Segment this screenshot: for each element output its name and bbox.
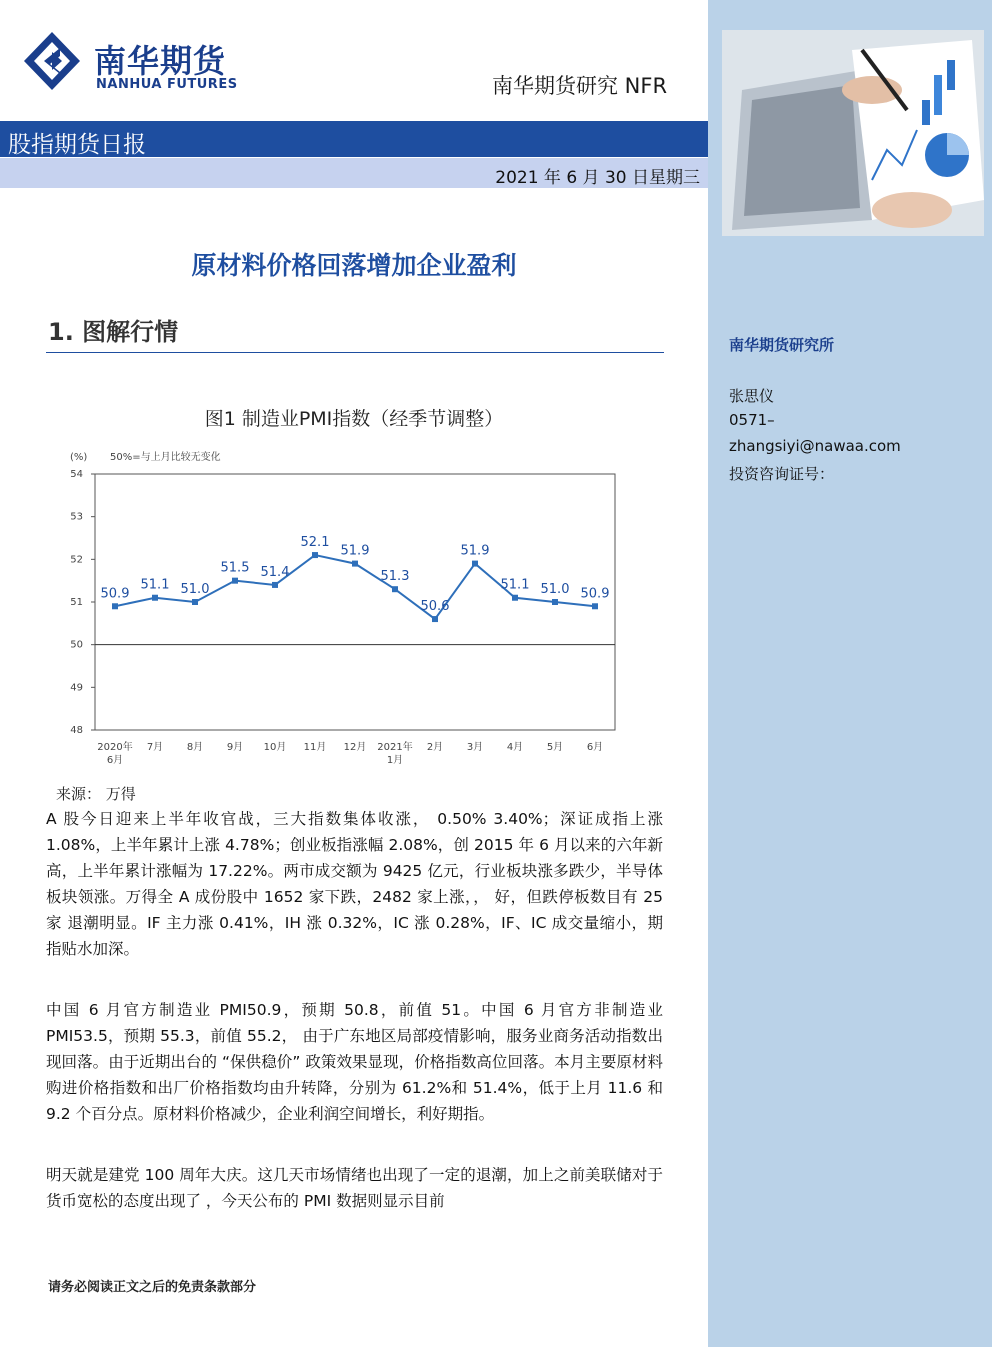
data-label: 51.0	[180, 582, 210, 597]
page-title: 原材料价格回落增加企业盈利	[191, 251, 517, 280]
data-label: 51.5	[220, 560, 250, 576]
data-point	[192, 599, 198, 605]
report-date: 2021 年 6 月 30 日星期三	[495, 168, 700, 188]
analyst-cert: 投资咨询证号：	[729, 465, 835, 483]
plot-frame	[95, 474, 615, 730]
x-tick-label: 3月	[466, 742, 484, 753]
data-label: 51.0	[540, 582, 570, 597]
logo-text-en: NANHUA FUTURES	[96, 77, 238, 92]
brand-subtitle: 南华期货研究 NFR	[492, 74, 668, 98]
x-tick-label: 6月	[106, 755, 124, 766]
logo-icon	[22, 30, 82, 92]
data-label: 50.6	[420, 599, 450, 615]
analyst-email[interactable]: zhangsiyi@nawaa.com	[729, 437, 901, 455]
x-tick-label: 2月	[426, 742, 444, 753]
data-point	[472, 561, 478, 567]
chart-unit-label: (%)	[70, 452, 88, 463]
analyst-phone: 0571–	[729, 411, 775, 429]
x-tick-label: 12月	[343, 742, 367, 753]
data-label: 51.1	[500, 577, 530, 593]
data-point	[512, 595, 518, 601]
x-tick-label: 8月	[186, 742, 204, 753]
chart-note: 50%=与上月比较无变化	[110, 452, 221, 463]
data-point	[352, 561, 358, 567]
data-label: 51.9	[460, 543, 490, 559]
side-photo	[722, 30, 984, 236]
x-tick-label: 6月	[586, 742, 604, 753]
data-label: 52.1	[300, 535, 330, 551]
y-tick-label: 49	[70, 682, 83, 694]
report-type: 股指期货日报	[8, 132, 146, 158]
paragraph-market: A 股今日迎来上半年收官战，三大指数集体收涨， 0.50% 3.40%；深证成指上涨 1.08%，上半年累计上涨 4.78%；创业板指涨幅 2.08%，创 2015 年 6 月以来的六年新高，上半年累计涨幅为 17.22%。两市成交额为 9425 亿元，行业板块涨多跌少，半导体板块领涨。万得全 A 成份股中 1652 家下跌，2482 家上涨，， 好，但跌停板数目有 25 家 退潮明显。IF 主力涨 0.41%，IH 涨 0.32%，IC 涨 0.28%，IF、IC 成交量缩小，期指贴水加深。	[46, 810, 663, 958]
x-tick-label: 9月	[226, 742, 244, 753]
data-label: 51.3	[380, 569, 410, 585]
data-label: 51.4	[260, 564, 290, 580]
chart-source: 来源： 万得	[56, 785, 136, 803]
chart-title: 图1 制造业PMI指数（经季节调整）	[204, 408, 504, 430]
data-label: 51.1	[140, 577, 170, 593]
data-point	[112, 603, 118, 609]
x-tick-label: 5月	[546, 742, 564, 753]
data-point	[392, 586, 398, 592]
data-point	[552, 599, 558, 605]
pmi-line-chart	[52, 444, 632, 774]
data-point	[272, 582, 278, 588]
y-tick-label: 52	[70, 554, 83, 566]
data-point	[312, 552, 318, 558]
institute-name: 南华期货研究所	[729, 336, 835, 354]
y-tick-label: 54	[70, 469, 83, 480]
data-label: 51.9	[340, 543, 370, 559]
data-point	[152, 595, 158, 601]
y-tick-label: 53	[70, 511, 83, 523]
x-tick-label: 7月	[146, 742, 164, 753]
x-tick-label: 10月	[263, 742, 287, 753]
section-heading: 1. 图解行情	[48, 318, 179, 346]
analyst-name: 张思仪	[729, 387, 775, 405]
paragraph-outlook: 明天就是建党 100 周年大庆。这几天市场情绪也出现了一定的退潮，加上之前美联储对于货币宽松的态度出现了 ，今天公布的 PMI 数据则显示目前	[46, 1166, 663, 1210]
data-label: 50.9	[580, 586, 610, 602]
y-tick-label: 48	[70, 725, 83, 736]
x-tick-label: 2020年	[97, 742, 133, 753]
paragraph-pmi: 中国 6 月官方制造业 PMI50.9，预期 50.8，前值 51。中国 6 月官方非制造业 PMI53.5，预期 55.3，前值 55.2， 由于广东地区局部疫情影响，服务业商务活动指数出现回落。由于近期出台的 “保供稳价” 政策效果显现，价格指数高位回落。本月主要原材料购进价格指数和出厂价格指数均由升转降，分别为 61.2%和 51.4%，低于上月 11.6 和 9.2 个百分点。原材料价格减少，企业利润空间增长，利好期指。	[46, 1001, 663, 1123]
x-tick-label: 4月	[506, 742, 524, 753]
disclaimer: 请务必阅读正文之后的免责条款部分	[48, 1280, 257, 1295]
data-point	[432, 616, 438, 622]
section-divider	[46, 352, 664, 353]
logo-text-cn: 南华期货	[94, 42, 227, 80]
data-label: 50.9	[100, 586, 130, 602]
data-point	[592, 603, 598, 609]
y-tick-label: 51	[70, 597, 83, 608]
x-tick-label: 11月	[303, 742, 327, 753]
x-tick-label: 1月	[386, 755, 404, 766]
y-tick-label: 50	[70, 639, 83, 651]
data-point	[232, 578, 238, 584]
x-tick-label: 2021年	[377, 742, 413, 753]
